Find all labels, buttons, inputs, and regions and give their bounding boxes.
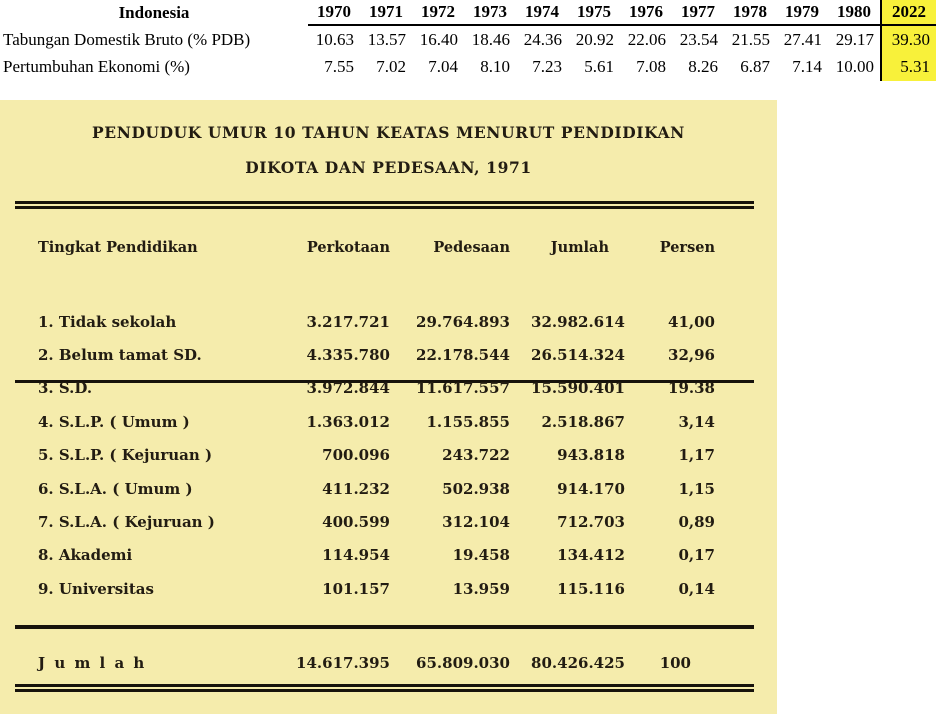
perkotaan-value: 400.599 [322,513,390,532]
jumlah-value: 914.170 [557,479,625,498]
persen-value: 19.38 [668,379,715,398]
value-cell: 18.46 [471,29,510,49]
pedesaan-value: 243.722 [442,446,510,465]
pedesaan-value: 1.155.855 [426,412,510,431]
column-header-pedesaan: Pedesaan [433,238,510,256]
year-header: 1970 [308,0,360,26]
jumlah-value: 2.518.867 [541,412,625,431]
pedesaan-value: 502.938 [442,479,510,498]
persen-value: 1,15 [678,479,715,498]
value-cell: 8.26 [688,57,718,76]
value-cell: 10.00 [835,57,874,76]
scanned-education-table [0,100,777,714]
table-row [0,405,777,438]
year-header: 1980 [828,0,880,26]
row-label-savings: Tabungan Domestik Bruto (% PDB) [3,29,251,49]
jumlah-value: 26.514.324 [531,346,625,365]
scan-title-line2: DIKOTA DAN PEDESAAN, 1971 [245,158,532,177]
value-cell: 24.36 [523,29,562,49]
perkotaan-value: 3.217.721 [306,312,390,331]
pedesaan-value: 29.764.893 [416,312,510,331]
total-row [0,648,777,678]
row-label: 3. S.D. [38,379,93,398]
scan-data-rows [0,305,777,606]
persen-value: 32,96 [668,346,715,365]
perkotaan-value: 114.954 [322,546,390,565]
pedesaan-value: 11.617.557 [416,379,510,398]
perkotaan-value: 411.232 [322,479,390,498]
value-cell: 27.41 [783,29,822,49]
row-label-growth: Pertumbuhan Ekonomi (%) [3,57,190,76]
value-cell: 23.54 [679,29,718,49]
table-row [0,572,777,605]
year-header: 1973 [464,0,516,26]
year-header: 1972 [412,0,464,26]
value-cell: 29.17 [835,29,874,49]
persen-value: 0,17 [678,546,715,565]
row-label: 6. S.L.A. ( Umum ) [38,479,193,498]
persen-value: 0,14 [678,579,715,598]
value-cell: 7.04 [428,57,458,76]
table-row [0,439,777,472]
value-cell: 7.23 [532,57,562,76]
perkotaan-value: 700.096 [322,446,390,465]
value-cell: 10.63 [315,29,354,49]
value-cell: 7.08 [636,57,666,76]
value-cell: 7.02 [376,57,406,76]
value-cell: 16.40 [419,29,458,49]
year-header: 1975 [568,0,620,26]
row-label: 4. S.L.P. ( Umum ) [38,412,190,431]
year-header: 1976 [620,0,672,26]
value-cell: 21.55 [731,29,770,49]
column-header-persen: Persen [659,238,715,256]
row-label: 1. Tidak sekolah [38,312,177,331]
year-header: 1971 [360,0,412,26]
value-cell: 7.55 [324,57,354,76]
value-cell: 13.57 [367,29,406,49]
value-cell: 5.61 [584,57,614,76]
table-row [0,539,777,572]
year-header: 1979 [776,0,828,26]
jumlah-value: 15.590.401 [531,379,625,398]
pedesaan-value: 19.458 [452,546,510,565]
persen-value: 3,14 [678,412,715,431]
jumlah-value: 712.703 [557,513,625,532]
total-perkotaan: 14.617.395 [296,654,390,672]
pedesaan-value: 13.959 [452,579,510,598]
value-cell: 6.87 [740,57,770,76]
year-header: 1977 [672,0,724,26]
perkotaan-value: 101.157 [322,579,390,598]
indicator-table [0,0,936,81]
year-header: 1978 [724,0,776,26]
jumlah-value: 32.982.614 [531,312,625,331]
row-label: 5. S.L.P. ( Kejuruan ) [38,446,213,465]
year-header: 1974 [516,0,568,26]
row-label: 8. Akademi [38,546,133,565]
value-cell-highlighted: 39.30 [880,26,936,53]
thick-rule-above-total [15,625,754,629]
scan-title-line1: PENDUDUK UMUR 10 TAHUN KEATAS MENURUT PENDIDIKAN [92,123,685,142]
scan-header-row [0,236,777,258]
table-row [0,372,777,405]
double-rule-top [15,201,754,209]
year-header-highlighted: 2022 [880,0,936,26]
column-header-perkotaan: Perkotaan [306,238,390,256]
column-header-jumlah: Jumlah [550,238,609,256]
row-label: 9. Universitas [38,579,154,598]
table-row [0,505,777,538]
column-header-tingkat-pendidikan: Tingkat Pendidikan [38,238,198,256]
value-cell: 22.06 [627,29,666,49]
persen-value: 1,17 [678,446,715,465]
jumlah-value: 943.818 [557,446,625,465]
total-label: J u m l a h [38,654,147,672]
value-cell: 8.10 [480,57,510,76]
persen-value: 0,89 [678,513,715,532]
double-rule-bottom [15,684,754,692]
jumlah-value: 115.116 [557,579,625,598]
total-persen: 100 [659,654,691,672]
indicator-table-title: Indonesia [118,3,190,22]
table-row [0,472,777,505]
perkotaan-value: 1.363.012 [306,412,390,431]
row-label: 7. S.L.A. ( Kejuruan ) [38,513,215,532]
perkotaan-value: 4.335.780 [306,346,390,365]
value-cell: 7.14 [792,57,822,76]
jumlah-value: 134.412 [557,546,625,565]
pedesaan-value: 22.178.544 [416,346,510,365]
value-cell: 20.92 [575,29,614,49]
row-label: 2. Belum tamat SD. [38,346,202,365]
pedesaan-value: 312.104 [442,513,510,532]
persen-value: 41,00 [668,312,715,331]
total-jumlah: 80.426.425 [531,654,625,672]
total-pedesaan: 65.809.030 [416,654,510,672]
perkotaan-value: 3.972.844 [306,379,390,398]
table-row [0,305,777,338]
value-cell-highlighted: 5.31 [880,53,936,81]
table-row [0,338,777,371]
